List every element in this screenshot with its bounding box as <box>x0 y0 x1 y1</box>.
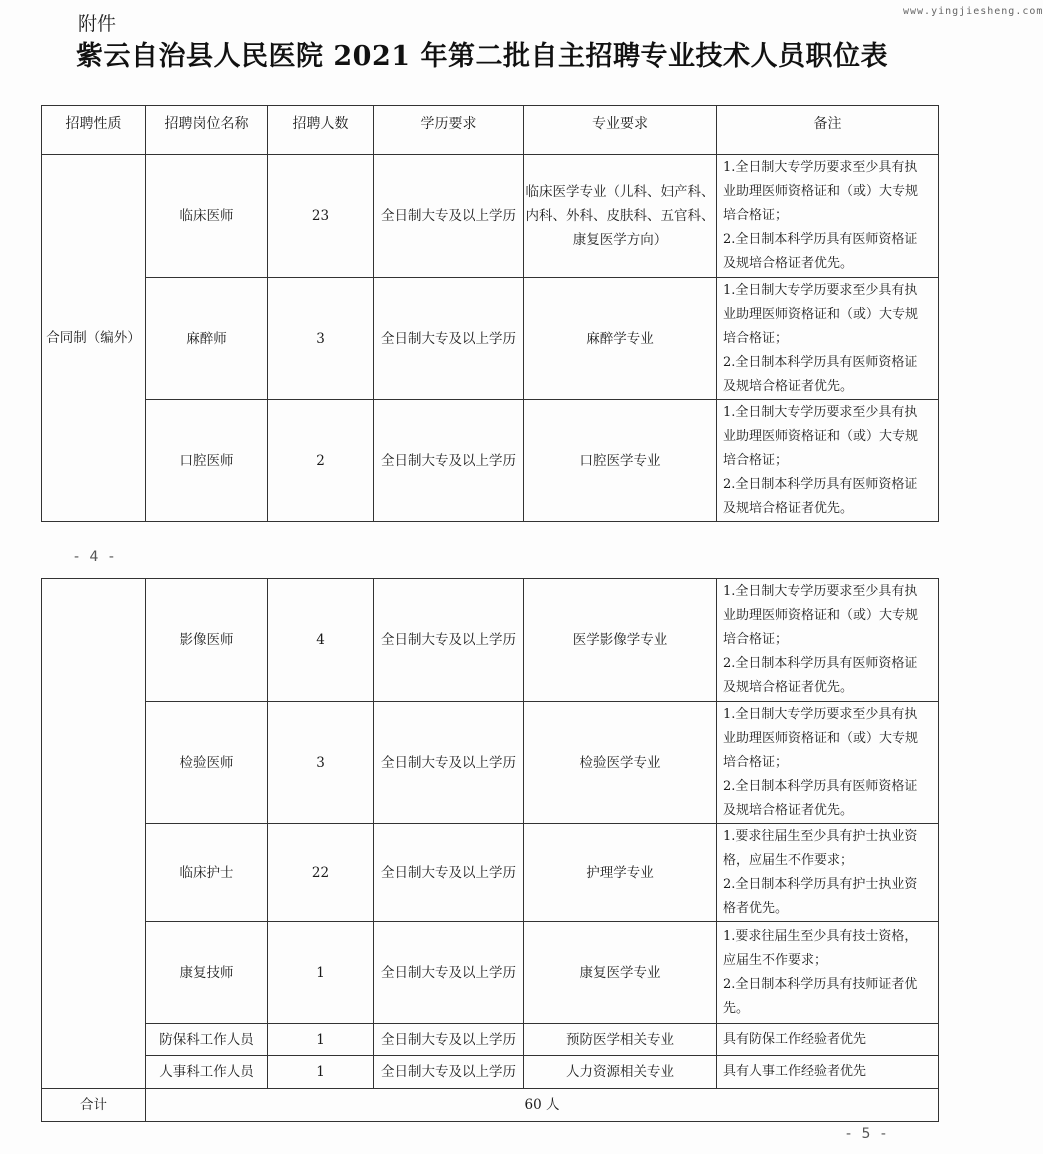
count-cell: 4 <box>268 579 374 702</box>
notes-cell <box>717 1024 939 1056</box>
notes-line: 及规培合格证者优先。 <box>723 378 854 394</box>
major-line: 人力资源相关专业 <box>566 1064 674 1080</box>
major-line: 临床医学专业（儿科、妇产科、 <box>525 184 715 200</box>
notes-line: 1.要求往届生至少具有护士执业资 <box>723 828 918 844</box>
notes-cell <box>717 400 939 522</box>
notes-line: 具有防保工作经验者优先 <box>723 1031 867 1047</box>
notes-line: 及规培合格证者优先。 <box>723 256 854 271</box>
major-cell <box>524 824 717 922</box>
major-cell <box>524 400 717 522</box>
education-cell: 全日制大专及以上学历 <box>374 1024 524 1056</box>
notes-cell <box>717 1056 939 1089</box>
notes-line: 1.全日制大专学历要求至少具有执 <box>723 282 918 298</box>
page-number: - 4 - <box>74 549 117 565</box>
position-cell: 临床护士 <box>146 824 268 922</box>
count-cell: 2 <box>268 400 374 522</box>
education-cell: 全日制大专及以上学历 <box>374 702 524 824</box>
major-line: 麻醉学专业 <box>586 330 654 347</box>
major-cell <box>524 1056 717 1089</box>
major-line: 康复医学方向） <box>572 232 668 248</box>
notes-cell <box>717 155 939 278</box>
nature-cell: 合同制（编外） <box>42 155 146 522</box>
total-value: 60 人 <box>146 1089 939 1122</box>
major-cell <box>524 579 717 702</box>
notes-cell <box>717 278 939 400</box>
notes-line: 1.要求往届生至少具有技士资格， <box>723 928 918 944</box>
attachment-label: 附件 <box>78 13 117 35</box>
notes-line: 1.全日制大专学历要求至少具有执 <box>723 584 918 599</box>
major-cell <box>524 702 717 824</box>
position-cell: 临床医师 <box>146 155 268 278</box>
position-cell: 检验医师 <box>146 702 268 824</box>
notes-line: 格者优先。 <box>723 900 789 916</box>
table-row <box>42 400 939 522</box>
count-cell: 1 <box>268 1056 374 1089</box>
education-cell: 全日制大专及以上学历 <box>374 155 524 278</box>
notes-line: 2.全日制本科学历具有技师证者优 <box>723 976 918 992</box>
job-table-page-1 <box>41 105 939 522</box>
nature-cell-continued <box>42 579 146 1089</box>
count-cell: 3 <box>268 702 374 824</box>
position-cell: 防保科工作人员 <box>146 1024 268 1056</box>
notes-line: 2.全日制本科学历具有护士执业资 <box>723 876 918 892</box>
notes-line: 及规培合格证者优先。 <box>723 680 854 695</box>
major-line: 医学影像学专业 <box>572 632 668 648</box>
table-row <box>42 1056 939 1089</box>
header-notes: 备注 <box>717 106 939 155</box>
education-cell: 全日制大专及以上学历 <box>374 922 524 1024</box>
count-cell: 23 <box>268 155 374 278</box>
major-line: 口腔医学专业 <box>579 452 661 469</box>
position-cell: 麻醉师 <box>146 278 268 400</box>
notes-cell <box>717 702 939 824</box>
notes-cell <box>717 922 939 1024</box>
table-row <box>42 922 939 1024</box>
count-cell: 1 <box>268 1024 374 1056</box>
position-cell: 人事科工作人员 <box>146 1056 268 1089</box>
notes-line: 业助理医师资格证和（或）大专规 <box>723 184 919 199</box>
notes-line: 业助理医师资格证和（或）大专规 <box>723 608 919 623</box>
major-cell <box>524 155 717 278</box>
notes-line: 格，应届生不作要求； <box>723 852 854 868</box>
table-row <box>42 155 939 278</box>
position-cell: 影像医师 <box>146 579 268 702</box>
notes-line: 2.全日制本科学历具有医师资格证 <box>723 476 918 492</box>
major-cell <box>524 1024 717 1056</box>
notes-line: 培合格证； <box>723 754 789 770</box>
major-line: 内科、外科、皮肤科、五官科、 <box>525 208 715 224</box>
education-cell: 全日制大专及以上学历 <box>374 400 524 522</box>
education-cell: 全日制大专及以上学历 <box>374 1056 524 1089</box>
table-row <box>42 824 939 922</box>
notes-line: 2.全日制本科学历具有医师资格证 <box>723 232 918 247</box>
count-cell: 3 <box>268 278 374 400</box>
header-position: 招聘岗位名称 <box>146 106 268 155</box>
notes-line: 1.全日制大专学历要求至少具有执 <box>723 404 918 420</box>
notes-line: 1.全日制大专学历要求至少具有执 <box>723 706 918 722</box>
major-line: 护理学专业 <box>586 864 654 881</box>
header-nature: 招聘性质 <box>42 106 146 155</box>
notes-line: 培合格证； <box>723 632 789 647</box>
major-cell <box>524 922 717 1024</box>
major-cell <box>524 278 717 400</box>
major-line: 康复医学专业 <box>579 964 661 981</box>
total-row <box>42 1089 939 1122</box>
header-count: 招聘人数 <box>268 106 374 155</box>
page-title: 紫云自治县人民医院 2021 年第二批自主招聘专业技术人员职位表 <box>76 41 888 72</box>
notes-line: 业助理医师资格证和（或）大专规 <box>723 428 919 444</box>
table-row <box>42 1024 939 1056</box>
notes-line: 及规培合格证者优先。 <box>723 500 854 516</box>
table-row <box>42 579 939 702</box>
job-table-page-2 <box>41 578 939 1122</box>
notes-line: 及规培合格证者优先。 <box>723 802 854 818</box>
header-education: 学历要求 <box>374 106 524 155</box>
total-label: 合计 <box>42 1089 146 1122</box>
table-header-row <box>42 106 939 155</box>
header-major: 专业要求 <box>524 106 717 155</box>
notes-line: 培合格证； <box>723 452 789 468</box>
notes-line: 培合格证； <box>723 208 789 223</box>
notes-line: 1.全日制大专学历要求至少具有执 <box>723 160 918 175</box>
table-row <box>42 278 939 400</box>
count-cell: 22 <box>268 824 374 922</box>
count-cell: 1 <box>268 922 374 1024</box>
notes-line: 业助理医师资格证和（或）大专规 <box>723 730 919 746</box>
notes-line: 先。 <box>723 1000 750 1016</box>
notes-line: 具有人事工作经验者优先 <box>723 1064 867 1079</box>
position-cell: 康复技师 <box>146 922 268 1024</box>
notes-line: 业助理医师资格证和（或）大专规 <box>723 306 919 322</box>
notes-line: 2.全日制本科学历具有医师资格证 <box>723 354 918 370</box>
education-cell: 全日制大专及以上学历 <box>374 579 524 702</box>
notes-line: 培合格证； <box>723 330 789 346</box>
notes-line: 应届生不作要求； <box>723 952 828 968</box>
table-row <box>42 702 939 824</box>
major-line: 预防医学相关专业 <box>566 1031 674 1048</box>
notes-cell <box>717 824 939 922</box>
watermark: www.yingjiesheng.com <box>903 6 1043 17</box>
education-cell: 全日制大专及以上学历 <box>374 824 524 922</box>
notes-line: 2.全日制本科学历具有医师资格证 <box>723 778 918 794</box>
notes-line: 2.全日制本科学历具有医师资格证 <box>723 656 918 671</box>
notes-cell <box>717 579 939 702</box>
education-cell: 全日制大专及以上学历 <box>374 278 524 400</box>
major-line: 检验医学专业 <box>579 754 661 771</box>
page-number: - 5 - <box>846 1126 889 1142</box>
position-cell: 口腔医师 <box>146 400 268 522</box>
